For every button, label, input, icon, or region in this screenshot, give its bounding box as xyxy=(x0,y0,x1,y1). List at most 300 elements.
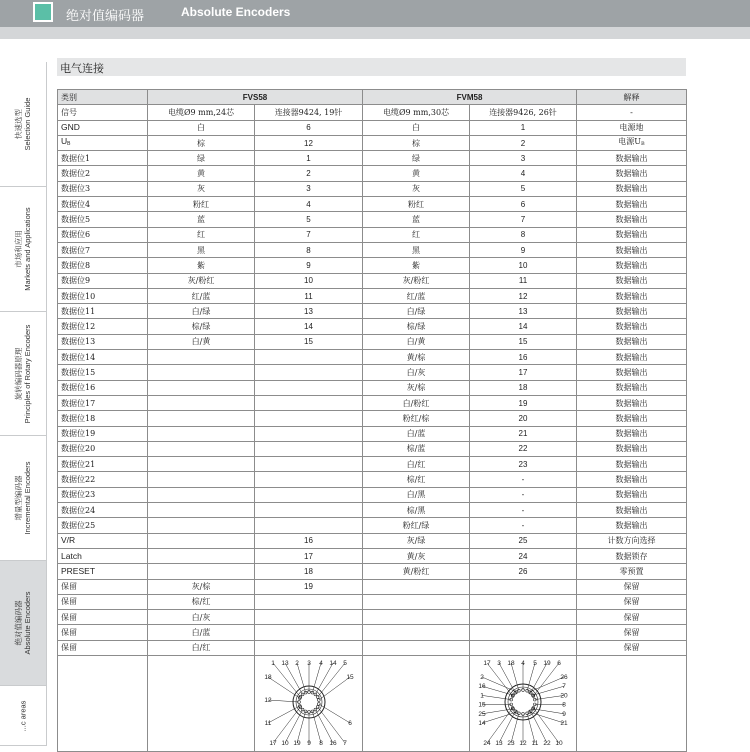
explanation-text: 计数方向选择 xyxy=(608,536,656,545)
table-row xyxy=(58,640,687,655)
cell-fvs-cable-color: 白 xyxy=(148,120,255,135)
cell-signal xyxy=(58,166,148,181)
table-row xyxy=(58,365,687,380)
cell-explanation xyxy=(577,273,687,288)
pin-label: 16 xyxy=(478,684,486,691)
table-row xyxy=(58,472,687,487)
cell-fvm-cable-color: 灰/粉红 xyxy=(363,273,470,288)
table-row xyxy=(58,135,687,150)
cell-fvs-cable-color xyxy=(148,503,255,518)
table-row xyxy=(58,151,687,166)
cell-fvm-connector-pin: 6 xyxy=(470,197,577,212)
pin-label: 8 xyxy=(319,740,323,747)
cell-explanation xyxy=(577,365,687,380)
table-row xyxy=(58,319,687,334)
cell-fvs-connector-pin xyxy=(255,610,363,625)
cell-signal xyxy=(58,441,148,456)
cell-fvs-connector-pin xyxy=(255,365,363,380)
pin-label: 15 xyxy=(346,674,354,681)
pin-label: 11 xyxy=(532,740,539,747)
table-row xyxy=(58,625,687,640)
cell-signal xyxy=(58,395,148,410)
cell-explanation xyxy=(577,487,687,502)
explanation-text: 零预置 xyxy=(620,567,644,576)
cell-fvs-cable-color: 白/绿 xyxy=(148,304,255,319)
cell-explanation xyxy=(577,441,687,456)
pin-label: 9 xyxy=(562,711,566,718)
cell-fvs-connector-pin xyxy=(255,518,363,533)
cell-fvs-connector-pin: 8 xyxy=(255,242,363,257)
cell-signal xyxy=(58,365,148,380)
pin-label: 2 xyxy=(295,660,299,667)
cell-fvm-cable-color: 红 xyxy=(363,227,470,242)
cell-fvm-cable-color: 粉红/棕 xyxy=(363,411,470,426)
cell-fvs-connector-pin xyxy=(255,380,363,395)
pin-label: 20 xyxy=(560,693,568,700)
cell-fvm-cable-color xyxy=(363,640,470,655)
explanation-text: 电源地 xyxy=(620,123,644,132)
cell-signal xyxy=(58,242,148,257)
cell-fvm-connector-pin: 1 xyxy=(470,120,577,135)
signal-text: 数据位9 xyxy=(61,276,90,285)
cell-fvs-connector-pin: 6 xyxy=(255,120,363,135)
cell-fvs-connector-pin: 19 xyxy=(255,579,363,594)
pin-label: 1 xyxy=(480,693,484,700)
pin-label: 9 xyxy=(307,740,311,747)
signal-text: 数据位20 xyxy=(61,444,95,453)
pin-leader-line xyxy=(285,710,303,743)
cell-signal xyxy=(58,625,148,640)
cell-fvm-connector-pin xyxy=(470,625,577,640)
pin-leader-line xyxy=(482,677,517,692)
cell-fvm-cable-color: 黄/灰 xyxy=(363,548,470,563)
pin-leader-line xyxy=(268,700,299,702)
pin-leader-line xyxy=(487,708,513,743)
connector-pin xyxy=(317,703,320,706)
pin-label: 26 xyxy=(560,674,568,681)
cell-signal xyxy=(58,518,148,533)
sidebar-tab[interactable] xyxy=(0,62,47,187)
cell-fvs-cable-color xyxy=(148,350,255,365)
cell-fvs-cable-color: 黄 xyxy=(148,166,255,181)
cell-explanation xyxy=(577,181,687,196)
sidebar-tab-label-en: Principles of Rotary Encoders xyxy=(23,324,32,423)
pin-leader-line xyxy=(531,663,547,693)
cell-fvs-connector-pin: 10 xyxy=(255,273,363,288)
cell-fvs-connector-pin xyxy=(255,503,363,518)
table-row xyxy=(58,258,687,273)
cell-signal xyxy=(58,304,148,319)
cell-fvm-connector-pin xyxy=(470,610,577,625)
header-title-en: Absolute Encoders xyxy=(181,5,290,19)
signal-text: 数据位25 xyxy=(61,521,95,530)
connector-inner-ring xyxy=(296,689,322,715)
cell-explanation xyxy=(577,625,687,640)
explanation-text: 保留 xyxy=(624,582,640,591)
cell-signal xyxy=(58,181,148,196)
cell-fvm-connector-pin: 10 xyxy=(470,258,577,273)
sidebar-tab[interactable] xyxy=(0,561,47,686)
cell-fvm-connector-pin: 13 xyxy=(470,304,577,319)
cell-fvm-cable-color: 绿 xyxy=(363,151,470,166)
pin-label: 6 xyxy=(348,720,352,727)
sidebar-tab-label xyxy=(14,324,32,423)
cell-signal xyxy=(58,411,148,426)
pin-leader-line xyxy=(318,704,349,723)
table-row xyxy=(58,227,687,242)
cell-signal xyxy=(58,487,148,502)
cell-fvs-connector-pin: 13 xyxy=(255,304,363,319)
signal-text: PRESET xyxy=(61,566,95,576)
diagram-cell xyxy=(58,655,148,751)
pin-label: 4 xyxy=(319,660,323,667)
pin-label: 6 xyxy=(557,660,561,667)
signal-text: 数据位13 xyxy=(61,337,95,346)
sidebar-tab-label-en: Markets and Applications xyxy=(23,207,32,290)
table-row xyxy=(58,181,687,196)
cell-fvm-connector-pin xyxy=(470,594,577,609)
explanation-text: 数据输出 xyxy=(616,276,648,285)
cell-signal xyxy=(58,594,148,609)
cell-fvm-cable-color: 蓝 xyxy=(363,212,470,227)
pin-label: 18 xyxy=(507,660,515,667)
cell-fvm-cable-color: 棕 xyxy=(363,135,470,150)
cell-fvm-connector-pin: 8 xyxy=(470,227,577,242)
cell-fvs-cable-color: 红/蓝 xyxy=(148,288,255,303)
signal-text: 数据位15 xyxy=(61,368,95,377)
cell-explanation xyxy=(577,395,687,410)
pin-label: 23 xyxy=(507,740,515,747)
explanation-text: 保留 xyxy=(624,643,640,652)
pin-label: 11 xyxy=(264,720,271,727)
cell-signal xyxy=(58,579,148,594)
cell-explanation xyxy=(577,242,687,257)
cell-fvs-connector-pin xyxy=(255,594,363,609)
pin-label: 18 xyxy=(264,674,272,681)
header-fvm58: FVM58 xyxy=(363,90,577,105)
explanation-text: 数据输出 xyxy=(616,429,648,438)
table-row xyxy=(58,212,687,227)
cell-fvs-connector-pin: 3 xyxy=(255,181,363,196)
cell-explanation xyxy=(577,288,687,303)
sidebar-tab-label-en: Incremental Encoders xyxy=(23,462,32,535)
table-row xyxy=(58,350,687,365)
signal-text: 数据位5 xyxy=(61,215,90,224)
cell-explanation xyxy=(577,426,687,441)
table-row xyxy=(58,426,687,441)
signal-text: 数据位14 xyxy=(61,353,95,362)
cell-explanation xyxy=(577,579,687,594)
sidebar-tab-label-en: Absolute Encoders xyxy=(23,592,32,655)
cell-fvm-cable-color: 黄/棕 xyxy=(363,350,470,365)
cell-explanation xyxy=(577,304,687,319)
pin-label: 3 xyxy=(307,660,311,667)
cell-signal xyxy=(58,151,148,166)
cell-explanation xyxy=(577,166,687,181)
table-header-row xyxy=(58,90,687,105)
pin-label: 13 xyxy=(281,660,289,667)
cell-fvm-connector-pin: 22 xyxy=(470,441,577,456)
cell-fvs-connector-pin xyxy=(255,457,363,472)
subheader-explanation: - xyxy=(577,105,687,120)
cell-signal xyxy=(58,120,148,135)
cell-fvs-cable-color: 白/灰 xyxy=(148,610,255,625)
pin-leader-line xyxy=(315,663,333,694)
table-row xyxy=(58,120,687,135)
explanation-text: 数据输出 xyxy=(616,475,648,484)
connector-pin xyxy=(301,693,304,696)
table-row xyxy=(58,304,687,319)
sidebar-tab-label xyxy=(14,98,32,151)
explanation-text: 数据输出 xyxy=(616,460,648,469)
signal-text: 数据位6 xyxy=(61,230,90,239)
signal-text: GND xyxy=(61,122,80,132)
pin-label: 19 xyxy=(543,660,551,667)
sidebar-tab-label-en: ...c areas xyxy=(19,700,28,731)
cell-fvm-connector-pin: 3 xyxy=(470,151,577,166)
signal-text: Latch xyxy=(61,551,82,561)
signal-text: 数据位17 xyxy=(61,399,95,408)
cell-fvm-cable-color: 白/黑 xyxy=(363,487,470,502)
table-row xyxy=(58,564,687,579)
cell-explanation xyxy=(577,258,687,273)
pin-label: 19 xyxy=(293,740,301,747)
signal-text: 数据位23 xyxy=(61,490,95,499)
cell-explanation xyxy=(577,197,687,212)
table-row xyxy=(58,503,687,518)
sidebar-tab-label-cn: 市场和应用 xyxy=(14,207,23,290)
cell-explanation xyxy=(577,594,687,609)
pin-label: 3 xyxy=(497,660,501,667)
signal-text: 保留 xyxy=(61,597,77,606)
pin-leader-line xyxy=(315,710,333,743)
sidebar-tab[interactable] xyxy=(0,686,47,746)
cell-fvm-connector-pin: 20 xyxy=(470,411,577,426)
cell-signal xyxy=(58,227,148,242)
cell-explanation xyxy=(577,411,687,426)
table-row xyxy=(58,273,687,288)
cell-fvs-connector-pin xyxy=(255,441,363,456)
cell-fvs-connector-pin xyxy=(255,472,363,487)
sidebar-tab-label xyxy=(19,700,28,731)
cell-fvs-cable-color: 白/黄 xyxy=(148,334,255,349)
pin-label: 5 xyxy=(533,660,537,667)
cell-explanation xyxy=(577,533,687,548)
cell-fvs-cable-color xyxy=(148,457,255,472)
signal-text: 保留 xyxy=(61,643,77,652)
cell-fvm-cable-color: 灰 xyxy=(363,181,470,196)
cell-fvs-cable-color: 红 xyxy=(148,227,255,242)
explanation-text: 数据输出 xyxy=(616,521,648,530)
pin-label: 7 xyxy=(343,740,347,747)
cell-fvm-cable-color: 白/黄 xyxy=(363,334,470,349)
sidebar-tab-label-cn: 旋转编码器原理 xyxy=(14,324,23,423)
cell-signal xyxy=(58,212,148,227)
explanation-text: 数据输出 xyxy=(616,246,648,255)
cell-fvs-cable-color xyxy=(148,518,255,533)
signal-text: 数据位7 xyxy=(61,246,90,255)
cell-fvm-connector-pin: 26 xyxy=(470,564,577,579)
pin-label: 10 xyxy=(555,740,563,747)
cell-signal xyxy=(58,273,148,288)
cell-explanation xyxy=(577,227,687,242)
cell-fvs-connector-pin: 12 xyxy=(255,135,363,150)
cell-fvs-cable-color: 白/蓝 xyxy=(148,625,255,640)
cell-fvm-cable-color: 灰/棕 xyxy=(363,380,470,395)
signal-text: 保留 xyxy=(61,613,77,622)
cell-explanation xyxy=(577,319,687,334)
cell-signal xyxy=(58,135,148,150)
header-category: 类别 xyxy=(58,90,148,105)
explanation-text: 保留 xyxy=(624,628,640,637)
diagram-cell xyxy=(470,655,577,751)
cell-fvm-connector-pin: - xyxy=(470,518,577,533)
cell-fvm-connector-pin: 16 xyxy=(470,350,577,365)
header-explanation: 解释 xyxy=(577,90,687,105)
pin-label: 4 xyxy=(521,660,525,667)
cell-explanation xyxy=(577,212,687,227)
cell-fvm-cable-color: 紫 xyxy=(363,258,470,273)
cell-fvm-connector-pin: - xyxy=(470,472,577,487)
explanation-text: 数据输出 xyxy=(616,215,648,224)
sidebar-tab-label-cn: 绝对值编码器 xyxy=(14,592,23,655)
explanation-text: 数据输出 xyxy=(616,353,648,362)
explanation-text: 数据输出 xyxy=(616,414,648,423)
cell-fvs-connector-pin: 7 xyxy=(255,227,363,242)
pin-leader-line xyxy=(487,663,513,696)
signal-subscript: B xyxy=(67,141,70,147)
signal-text: 数据位19 xyxy=(61,429,95,438)
cell-fvs-connector-pin xyxy=(255,426,363,441)
connector-19pin-icon xyxy=(259,657,359,747)
cell-fvs-connector-pin xyxy=(255,487,363,502)
table-row xyxy=(58,441,687,456)
explanation-text: 数据输出 xyxy=(616,169,648,178)
cell-fvm-connector-pin: 9 xyxy=(470,242,577,257)
cell-explanation xyxy=(577,380,687,395)
cell-fvm-connector-pin: 23 xyxy=(470,457,577,472)
cell-fvs-cable-color xyxy=(148,395,255,410)
cell-fvm-cable-color xyxy=(363,579,470,594)
explanation-text: 数据输出 xyxy=(616,184,648,193)
cell-fvs-cable-color: 紫 xyxy=(148,258,255,273)
cell-explanation xyxy=(577,548,687,563)
explanation-text: 数据输出 xyxy=(616,200,648,209)
signal-text: 数据位22 xyxy=(61,475,95,484)
cell-fvs-cable-color xyxy=(148,380,255,395)
diagram-cell xyxy=(255,655,363,751)
cell-explanation xyxy=(577,503,687,518)
cell-fvm-cable-color: 棕/红 xyxy=(363,472,470,487)
pin-leader-line xyxy=(285,663,303,694)
cell-fvs-connector-pin xyxy=(255,350,363,365)
signal-text: 数据位21 xyxy=(61,460,95,469)
explanation-text: 数据输出 xyxy=(616,383,648,392)
pin-label: 1 xyxy=(271,660,275,667)
cell-fvs-cable-color: 白/红 xyxy=(148,640,255,655)
cell-explanation xyxy=(577,640,687,655)
cell-fvs-cable-color xyxy=(148,487,255,502)
pin-label: 7 xyxy=(562,684,566,691)
signal-text: 数据位16 xyxy=(61,383,95,392)
cell-fvm-connector-pin: 24 xyxy=(470,548,577,563)
cell-fvm-connector-pin: 14 xyxy=(470,319,577,334)
cell-fvs-cable-color xyxy=(148,548,255,563)
cell-signal xyxy=(58,533,148,548)
cell-fvs-cable-color: 棕/红 xyxy=(148,594,255,609)
table-row xyxy=(58,548,687,563)
pin-leader-line xyxy=(530,677,565,692)
cell-fvs-cable-color xyxy=(148,365,255,380)
table-row xyxy=(58,411,687,426)
diagram-cell xyxy=(577,655,687,751)
table-row xyxy=(58,166,687,181)
cell-fvm-cable-color: 灰/绿 xyxy=(363,533,470,548)
pin-label: 15 xyxy=(478,702,486,709)
cell-signal xyxy=(58,319,148,334)
pin-label: 10 xyxy=(281,740,289,747)
cell-fvm-cable-color: 棕/黑 xyxy=(363,503,470,518)
cell-fvm-cable-color: 黄 xyxy=(363,166,470,181)
subheader-fvm-cable: 电缆Ø9 mm,30芯 xyxy=(363,105,470,120)
cell-fvm-cable-color: 白/绿 xyxy=(363,304,470,319)
cell-signal xyxy=(58,258,148,273)
cell-signal xyxy=(58,503,148,518)
explanation-text: 电源U xyxy=(618,137,641,146)
cell-fvs-cable-color: 绿 xyxy=(148,151,255,166)
cell-fvs-cable-color xyxy=(148,533,255,548)
cell-fvs-cable-color: 灰/粉红 xyxy=(148,273,255,288)
explanation-text: 数据输出 xyxy=(616,506,648,515)
explanation-text: 数据输出 xyxy=(616,337,648,346)
cell-explanation xyxy=(577,350,687,365)
cell-fvm-connector-pin: 21 xyxy=(470,426,577,441)
cell-explanation xyxy=(577,120,687,135)
pin-leader-line xyxy=(268,706,300,723)
pin-label: 16 xyxy=(329,740,337,747)
signal-text: 数据位24 xyxy=(61,506,95,515)
cell-explanation xyxy=(577,564,687,579)
signal-text: U xyxy=(61,136,67,146)
cell-fvm-connector-pin: - xyxy=(470,503,577,518)
sidebar-tab[interactable] xyxy=(0,436,47,561)
header-band xyxy=(0,27,750,39)
cell-signal xyxy=(58,457,148,472)
cell-fvm-cable-color: 黄/粉红 xyxy=(363,564,470,579)
cell-explanation xyxy=(577,457,687,472)
pin-leader-line xyxy=(273,707,300,743)
pin-label: 21 xyxy=(560,720,568,727)
cell-fvs-connector-pin: 16 xyxy=(255,533,363,548)
signal-text: 数据位11 xyxy=(61,307,95,316)
cell-fvm-connector-pin: 7 xyxy=(470,212,577,227)
sidebar-tab[interactable] xyxy=(0,312,47,436)
cell-explanation xyxy=(577,151,687,166)
signal-text: 数据位3 xyxy=(61,184,90,193)
header-fvs58: FVS58 xyxy=(148,90,363,105)
sidebar-tab[interactable] xyxy=(0,187,47,312)
pin-leader-line xyxy=(482,696,511,700)
cell-fvs-cable-color xyxy=(148,426,255,441)
cell-fvm-cable-color: 白/蓝 xyxy=(363,426,470,441)
cell-fvs-cable-color: 粉红 xyxy=(148,197,255,212)
cell-fvm-connector-pin: 11 xyxy=(470,273,577,288)
cell-fvm-cable-color xyxy=(363,594,470,609)
cell-fvm-cable-color: 白/灰 xyxy=(363,365,470,380)
signal-text: 数据位12 xyxy=(61,322,95,331)
cell-fvm-connector-pin: 17 xyxy=(470,365,577,380)
pin-leader-line xyxy=(273,663,300,697)
